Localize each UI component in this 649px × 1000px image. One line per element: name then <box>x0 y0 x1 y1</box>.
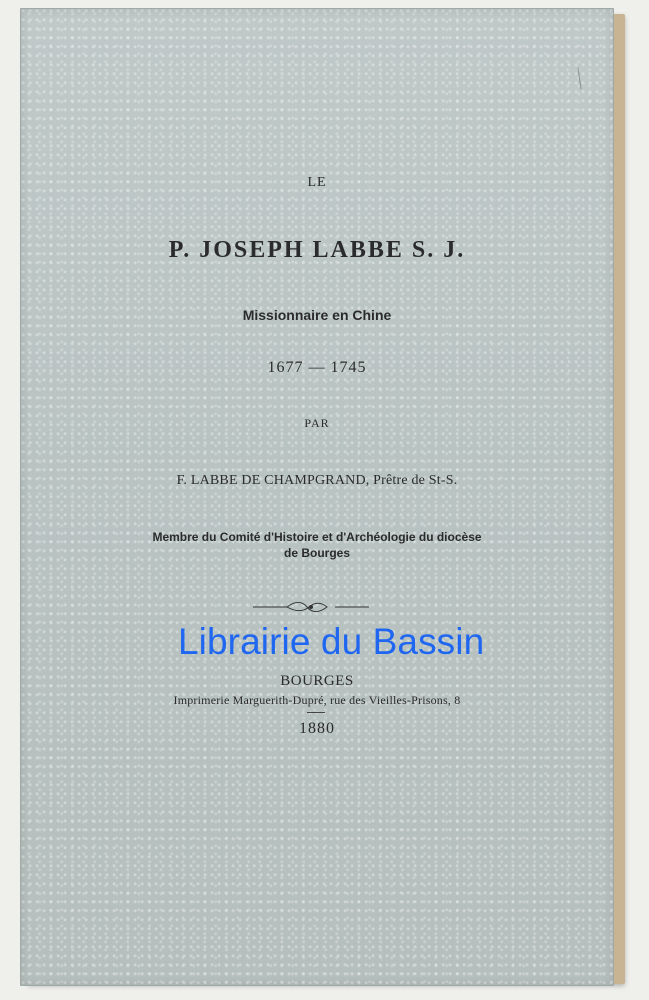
cover-year: 1880 <box>299 720 335 737</box>
cover-par: PAR <box>304 416 330 430</box>
cover-dates: 1677 — 1745 <box>267 359 367 376</box>
pencil-mark <box>578 67 588 90</box>
cover-member-line: Membre du Comité d'Histoire et d'Archéologie du diocèse de Bourges <box>152 530 482 560</box>
book-cover <box>20 8 614 986</box>
small-rule <box>307 712 325 713</box>
bookseller-watermark: Librairie du Bassin <box>178 621 485 662</box>
ornament-icon <box>251 600 371 614</box>
cover-city: BOURGES <box>280 673 354 689</box>
cover-le: LE <box>307 175 327 190</box>
cover-printer: Imprimerie Marguerith-Dupré, rue des Vieilles-Prisons, 8 <box>173 693 461 707</box>
cover-title: P. JOSEPH LABBE S. J. <box>168 237 466 263</box>
cover-author: F. LABBE DE CHAMPGRAND, Prêtre de St-S. <box>176 473 458 488</box>
cover-subtitle: Missionnaire en Chine <box>242 307 392 323</box>
